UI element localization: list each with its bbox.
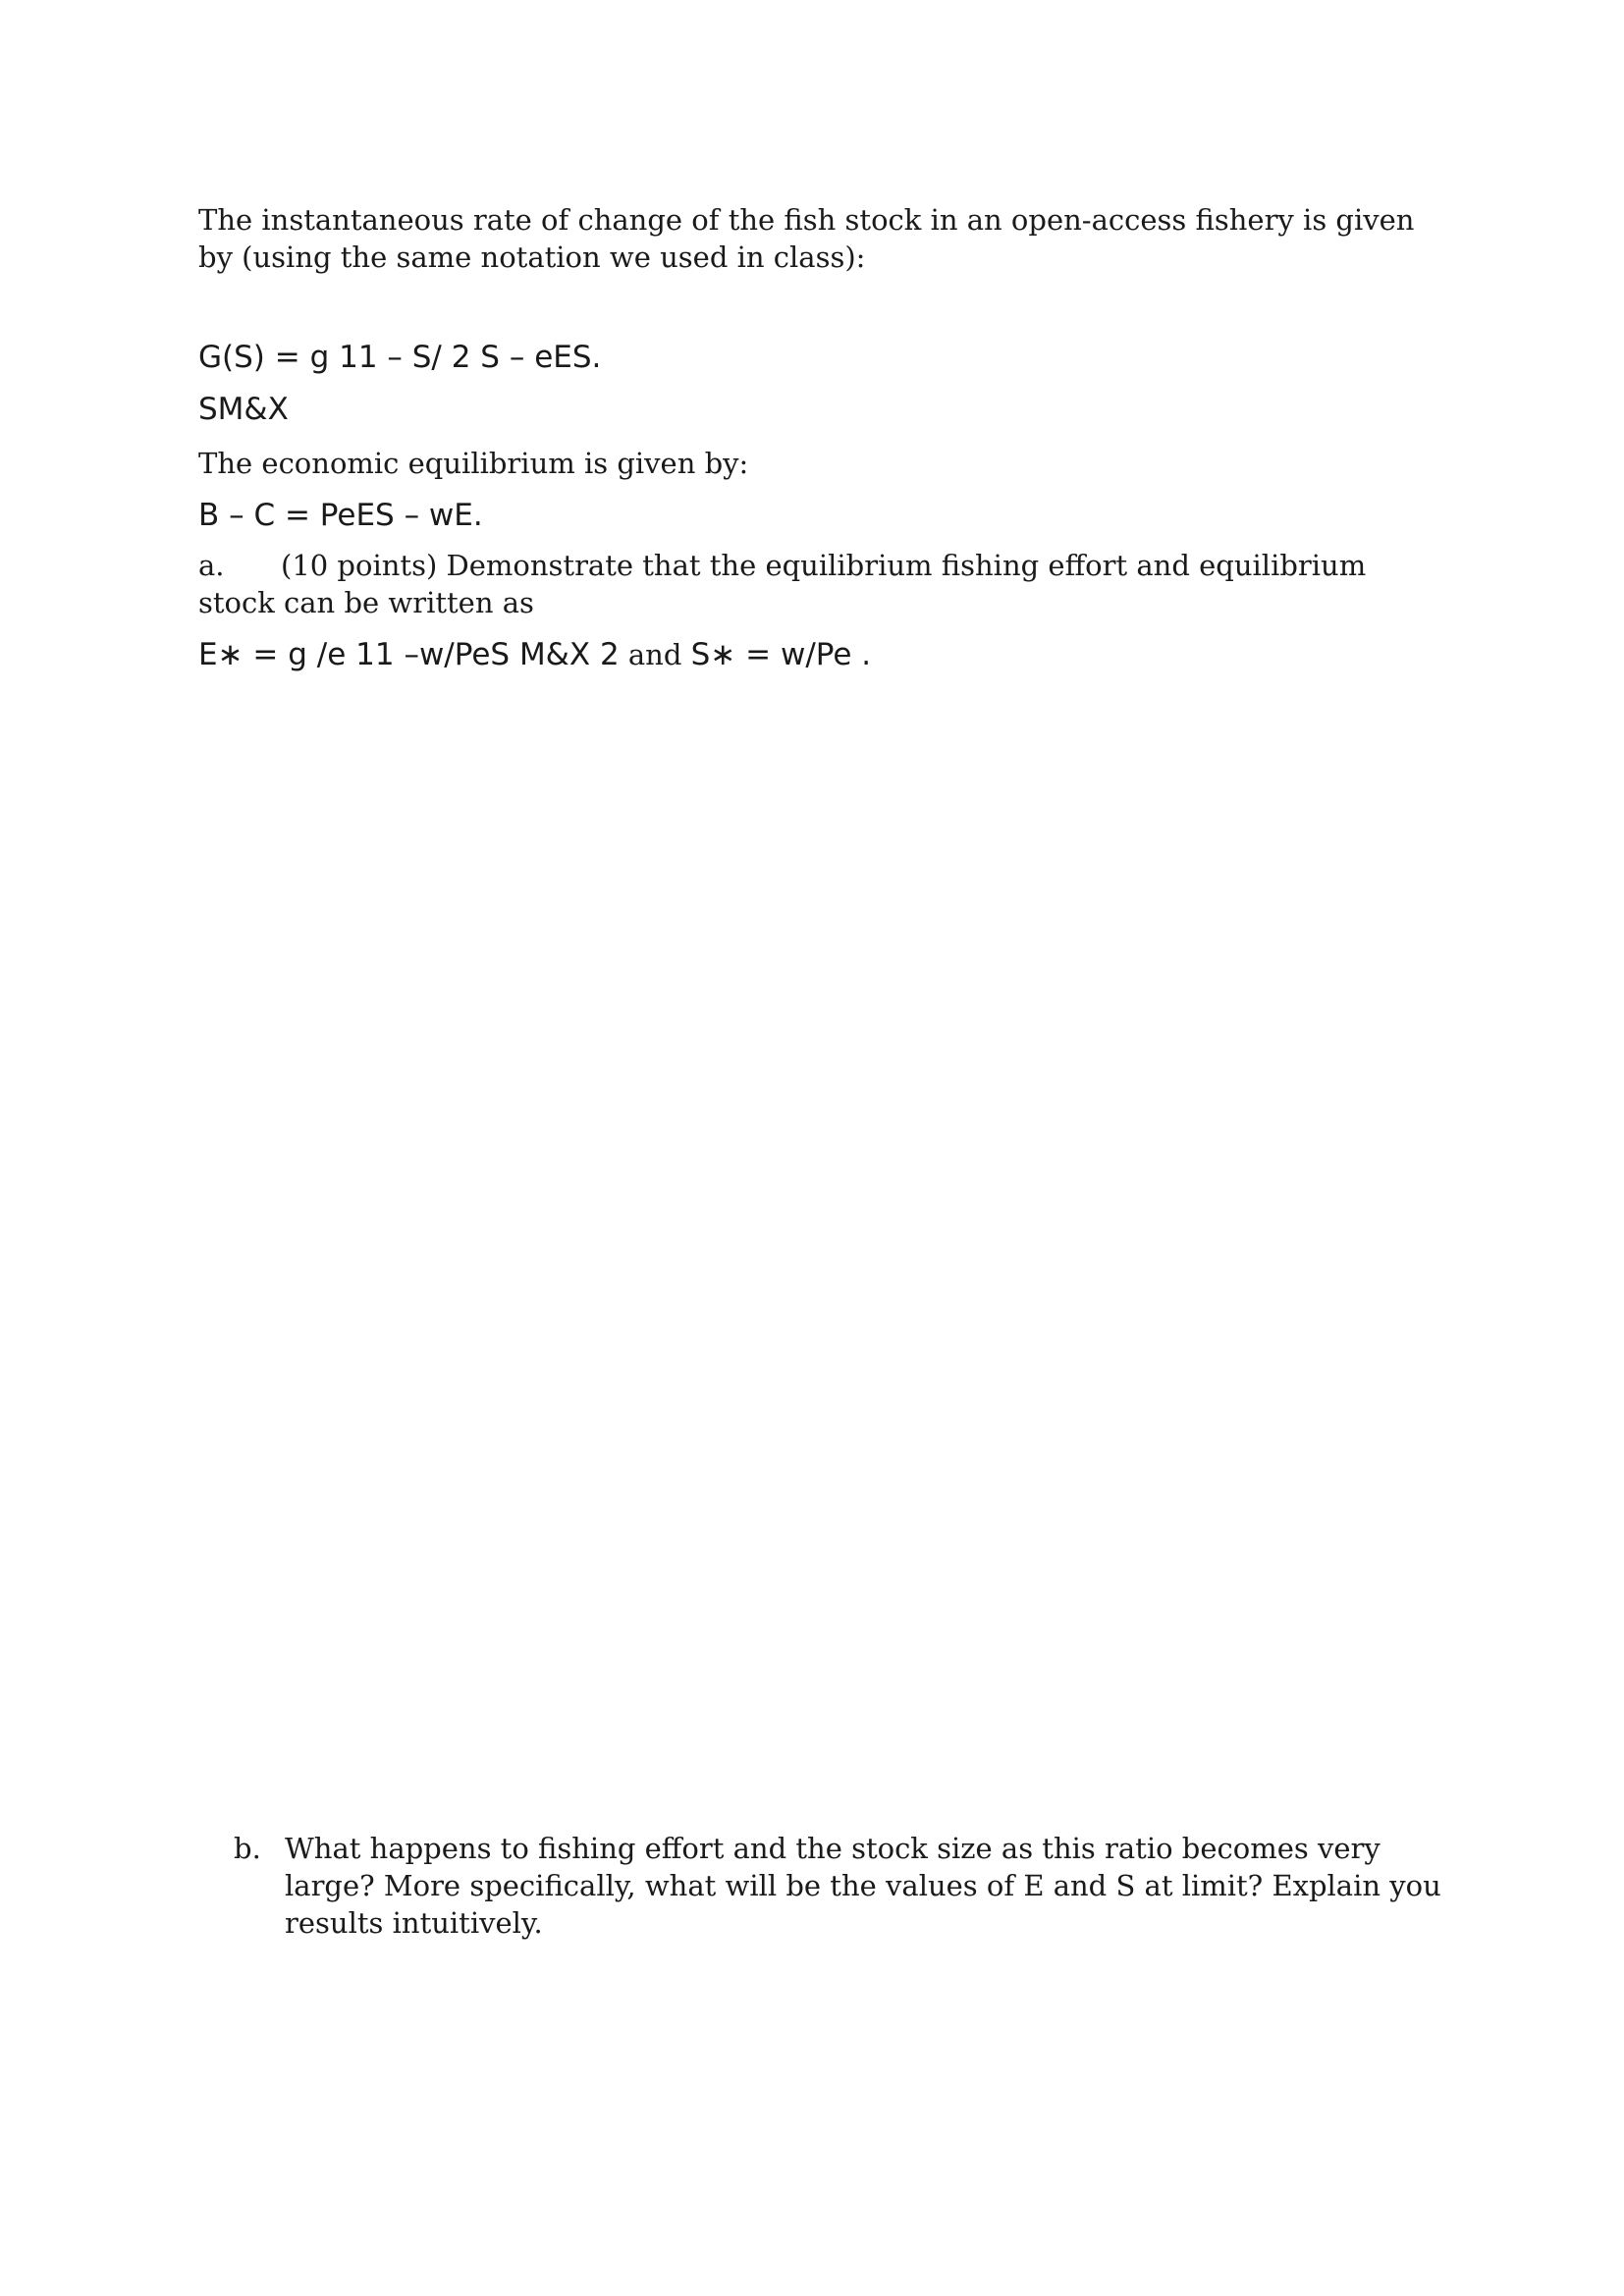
question-a-result — [198, 636, 1426, 673]
question-a-text: (10 points) Demonstrate that the equilibrium fishing effort and equilibrium stock can be written as — [198, 549, 1367, 619]
economic-intro: The economic equilibrium is given by: — [198, 447, 749, 480]
growth-equation: G(S) = g 11 – S/ 2 S – eES. — [198, 340, 602, 375]
economic-equation: B – C = PeES – wE. — [198, 498, 483, 533]
question-b-label: b. — [234, 1832, 261, 1865]
growth-equation-subscript: SM&X — [198, 392, 289, 427]
question-a-label: a. — [198, 549, 225, 582]
question-b — [234, 1830, 1461, 1942]
question-a — [198, 547, 1426, 621]
result-and: and — [619, 638, 691, 671]
result-stock: S∗ = w/Pe . — [690, 637, 872, 672]
intro-paragraph: The instantaneous rate of change of the fish stock in an open-access fishery is given by (using the same notation we used in class): — [198, 203, 1415, 274]
question-b-text: What happens to fishing effort and the stock size as this ratio becomes very large? More specifically, what will be the values of E and S at limit? Explain you results intuitively. — [285, 1832, 1441, 1940]
result-effort: E∗ = g /e 11 –w/PeS M&X 2 — [198, 637, 620, 672]
